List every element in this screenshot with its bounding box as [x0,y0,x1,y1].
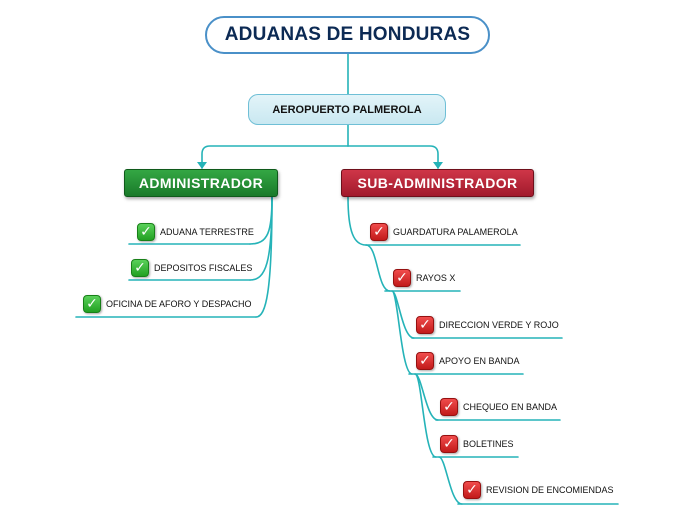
red-check-icon: ✓ [463,481,481,499]
sub-item-label: RAYOS X [416,273,456,283]
admin-item-label: OFICINA DE AFORO Y DESPACHO [106,299,252,309]
connector-admin-3 [256,197,272,317]
red-check-icon: ✓ [440,435,458,453]
connector-sub-2 [366,245,390,291]
connector-sub-4 [392,291,412,374]
connector-sub-3 [392,291,414,338]
red-check-icon: ✓ [416,316,434,334]
admin-item-depositos-fiscales[interactable] [131,258,252,278]
green-check-icon: ✓ [137,223,155,241]
connector-to-subadmin [348,146,438,168]
green-check-icon: ✓ [83,295,101,313]
root-node[interactable]: ADUANAS DE HONDURAS [205,16,490,54]
sub-item-label: REVISION DE ENCOMIENDAS [486,485,614,495]
red-check-icon: ✓ [393,269,411,287]
airport-node[interactable]: AEROPUERTO PALMEROLA [248,94,446,125]
administrador-node[interactable]: ADMINISTRADOR [124,169,278,197]
connector-sub-6 [415,374,436,457]
sub-item-label: CHEQUEO EN BANDA [463,402,558,412]
sub-item-label: GUARDATURA PALAMEROLA [393,227,518,237]
sub-item-boletines[interactable] [440,434,514,454]
connector-to-admin [202,146,348,168]
sub-item-label: APOYO EN BANDA [439,356,520,366]
sub-item-label: BOLETINES [463,439,514,449]
connector-sub-1 [348,197,366,245]
red-check-icon: ✓ [440,398,458,416]
sub-item-rayos-x[interactable] [393,268,455,288]
admin-item-oficina-aforo[interactable] [83,294,252,314]
sub-item-revision-encomiendas[interactable] [463,480,614,500]
admin-item-aduana-terrestre[interactable] [137,222,254,242]
sub-item-chequeo-banda[interactable] [440,397,557,417]
sub-item-guardatura[interactable] [370,222,518,242]
red-check-icon: ✓ [370,223,388,241]
green-check-icon: ✓ [131,259,149,277]
red-check-icon: ✓ [416,352,434,370]
sub-item-label: DIRECCION VERDE Y ROJO [439,320,559,330]
admin-item-label: ADUANA TERRESTRE [160,227,254,237]
connector-sub-5 [415,374,438,420]
connector-sub-7 [439,457,462,504]
admin-item-label: DEPOSITOS FISCALES [154,263,253,273]
subadministrador-node[interactable]: SUB-ADMINISTRADOR [341,169,534,197]
sub-item-direccion-verde-rojo[interactable] [416,315,559,335]
sub-item-apoyo-banda[interactable] [416,351,520,371]
